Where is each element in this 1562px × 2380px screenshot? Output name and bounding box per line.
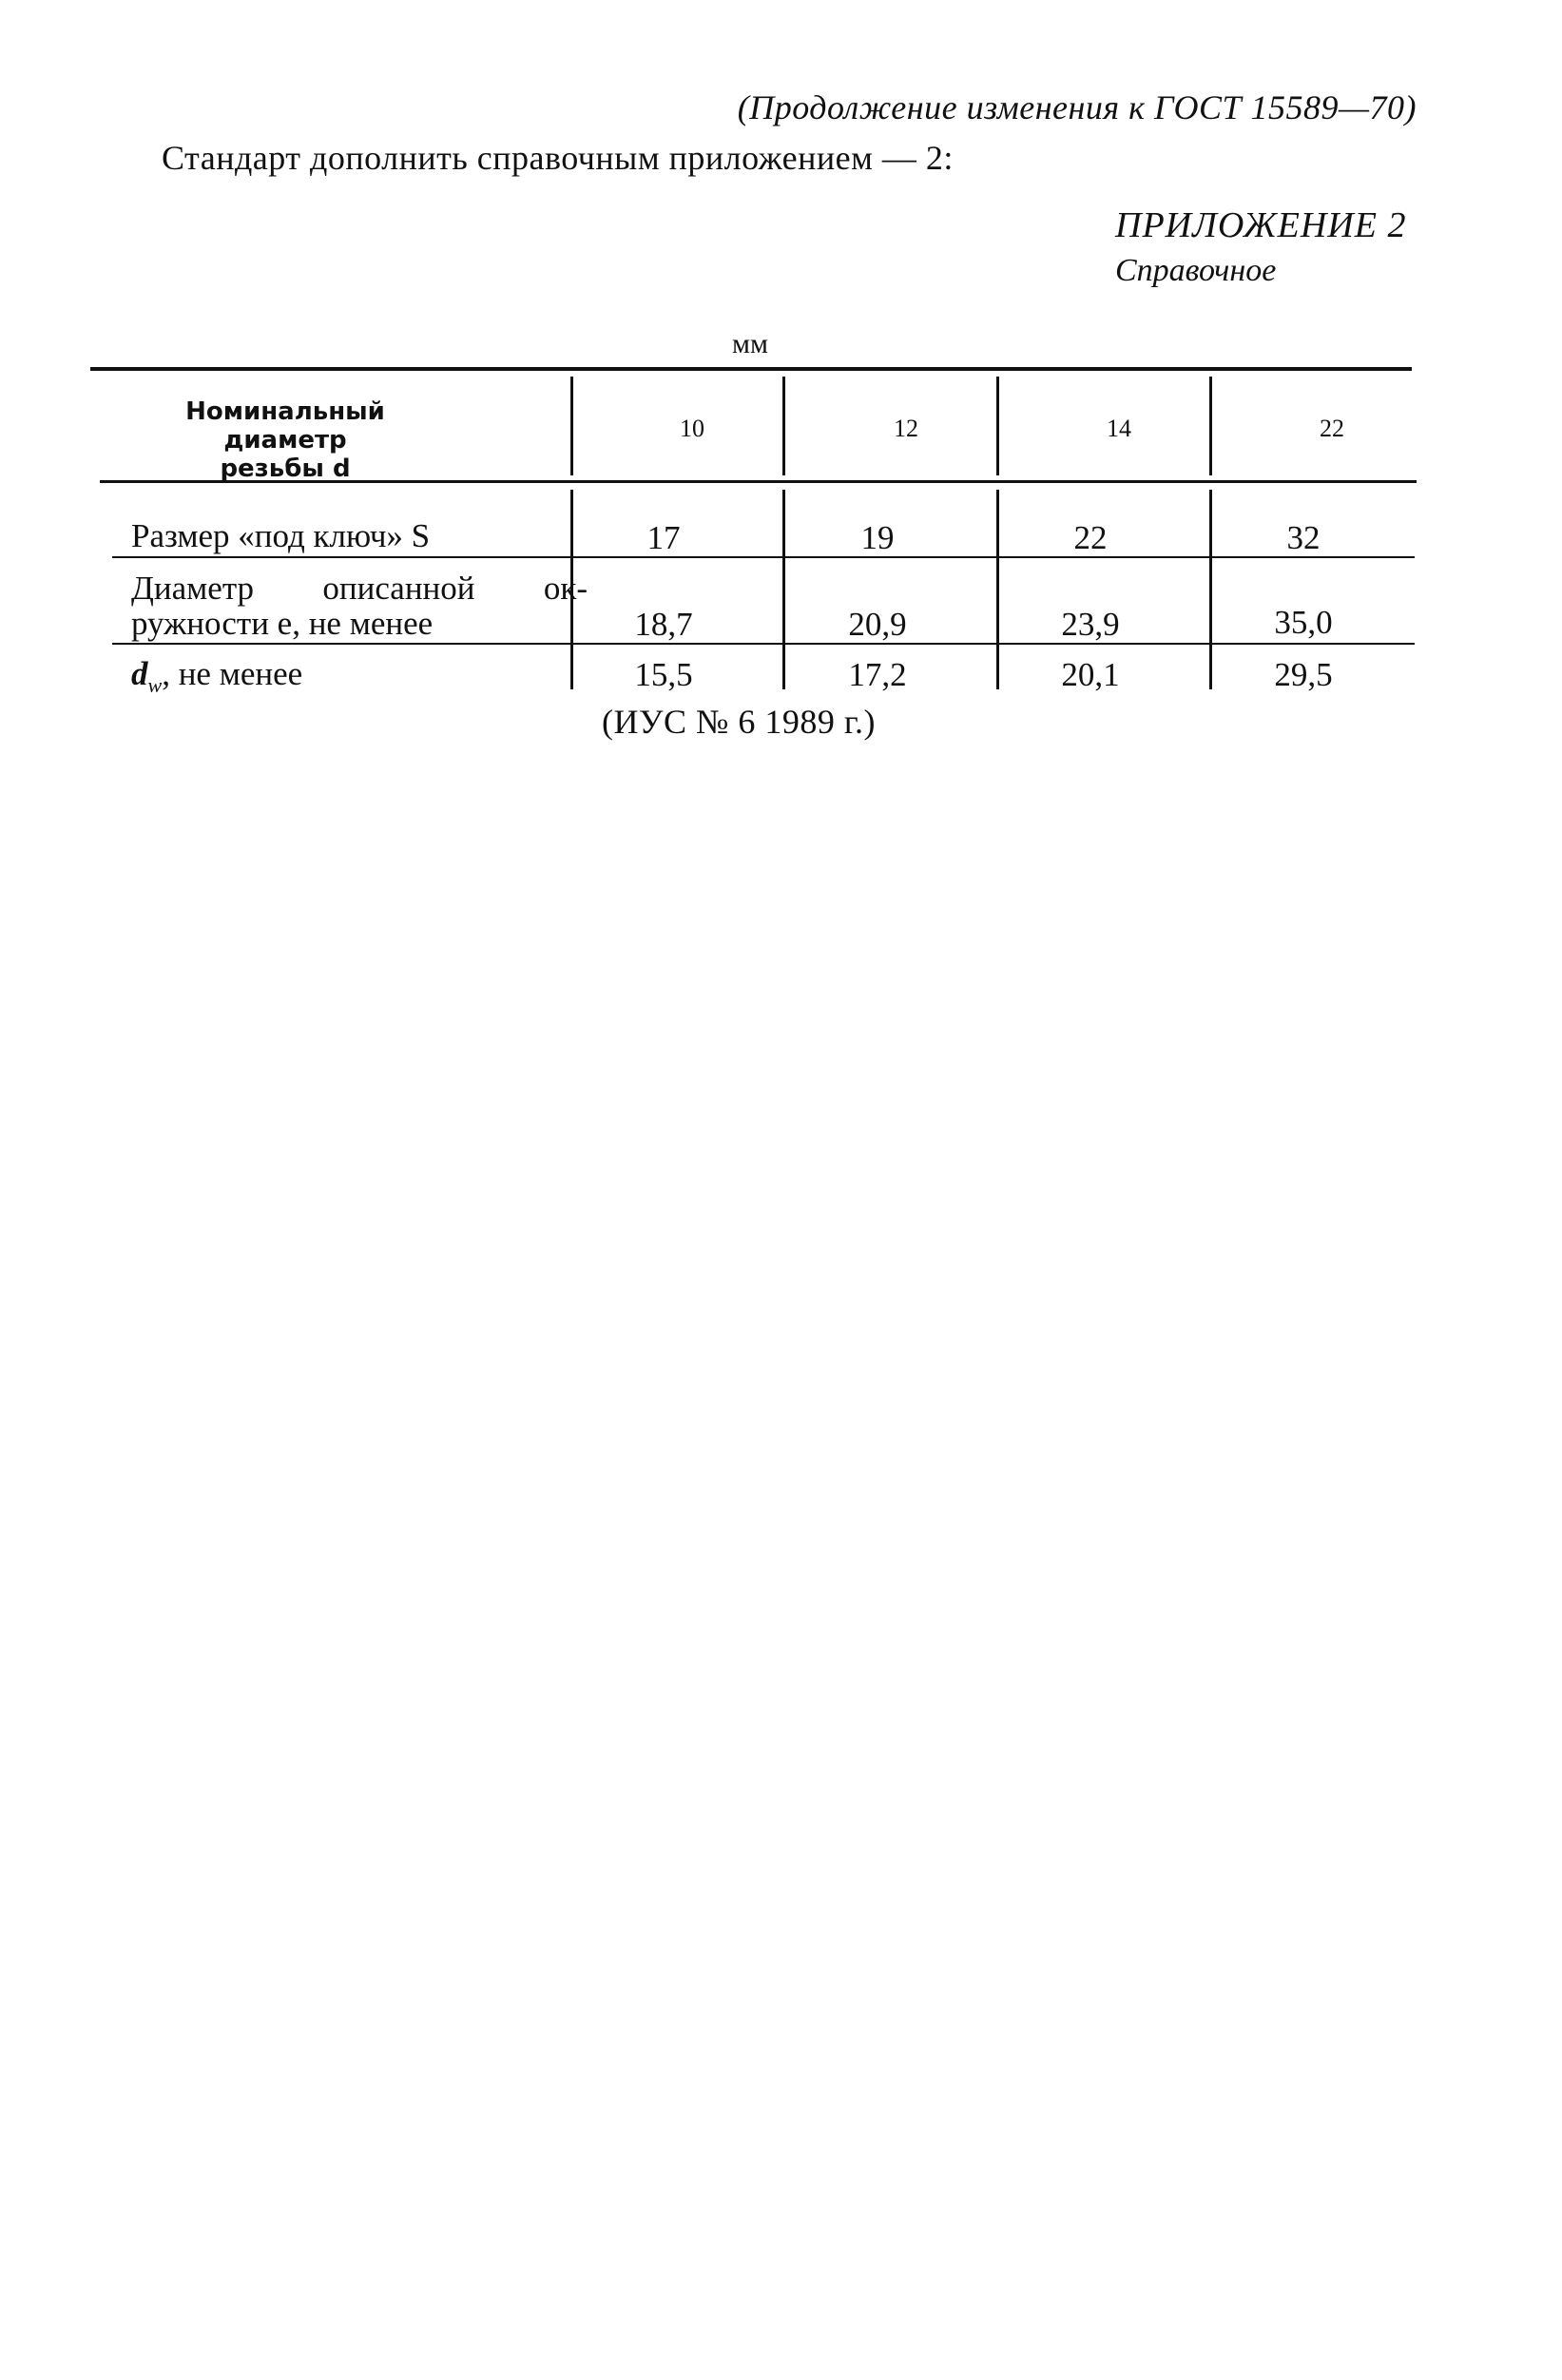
header-label xyxy=(143,397,428,483)
dw-subscript: w xyxy=(147,673,163,697)
dw-suffix: , не менее xyxy=(162,655,303,692)
row-rule xyxy=(112,556,1415,558)
body-divider xyxy=(782,490,785,689)
table-cell: 29,5 xyxy=(1274,656,1333,693)
body-divider xyxy=(1209,490,1212,689)
table-cell: 35,0 xyxy=(1274,604,1333,641)
source-note: (ИУС № 6 1989 г.) xyxy=(602,703,877,741)
column-header: 10 xyxy=(680,415,704,442)
continuation-note: (Продолжение изменения к ГОСТ 15589—70) xyxy=(737,88,1417,126)
table-cell: 22 xyxy=(1073,519,1108,556)
row-label-circumscribed-diameter-line2: ружности e, не менее xyxy=(131,605,434,642)
table-cell: 17,2 xyxy=(848,656,907,693)
table-cell: 23,9 xyxy=(1061,606,1120,643)
row-label-circumscribed-diameter-line1 xyxy=(131,571,588,606)
unit-label: мм xyxy=(732,328,768,359)
table-cell: 15,5 xyxy=(634,656,693,693)
header-label-line1: Номинальный диаметр xyxy=(185,397,385,455)
body-divider xyxy=(996,490,999,689)
dw-symbol: d xyxy=(131,655,148,692)
intro-text: Стандарт дополнить справочным приложением — 2: xyxy=(162,139,954,177)
column-header: 14 xyxy=(1107,415,1131,442)
header-divider xyxy=(570,377,573,475)
appendix-subtitle: Справочное xyxy=(1115,253,1277,288)
table-cell: 20,1 xyxy=(1061,656,1120,693)
label-word: ок- xyxy=(543,570,588,607)
table-cell: 32 xyxy=(1286,519,1321,556)
table-top-rule xyxy=(90,367,1412,371)
column-header: 22 xyxy=(1320,415,1344,442)
table-cell: 17 xyxy=(646,519,681,556)
row-label-dw xyxy=(131,656,302,703)
header-divider xyxy=(1209,377,1212,475)
header-divider xyxy=(996,377,999,475)
column-header: 12 xyxy=(894,415,918,442)
label-word: описанной xyxy=(322,570,475,607)
header-label-line2: резьбы d xyxy=(220,455,351,483)
appendix-title: ПРИЛОЖЕНИЕ 2 xyxy=(1115,205,1407,245)
header-divider xyxy=(782,377,785,475)
table-cell: 20,9 xyxy=(848,606,907,643)
table-cell: 19 xyxy=(860,519,895,556)
row-label-wrench-size: Размер «под ключ» S xyxy=(131,517,431,554)
label-word: Диаметр xyxy=(131,570,255,607)
row-rule xyxy=(112,643,1415,645)
table-cell: 18,7 xyxy=(634,606,693,643)
